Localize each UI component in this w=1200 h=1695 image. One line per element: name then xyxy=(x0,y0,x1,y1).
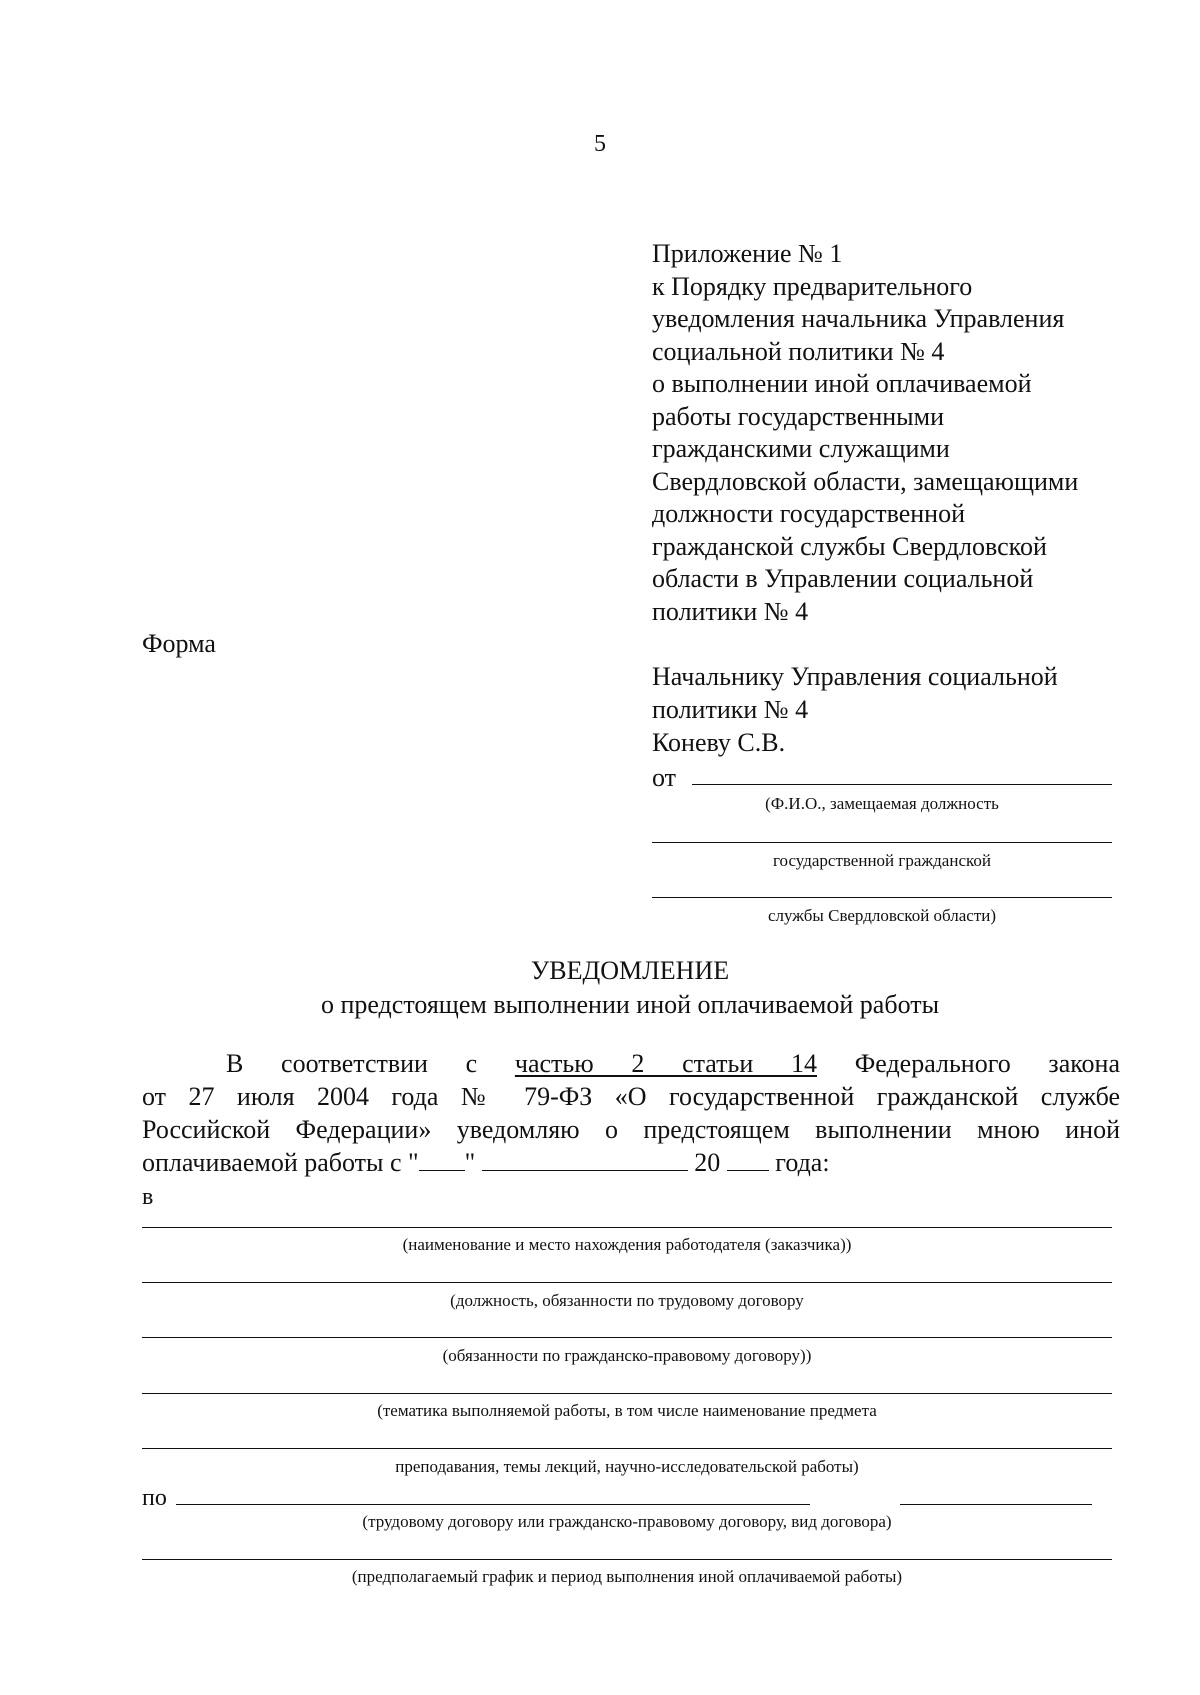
addressee-line: политики № 4 xyxy=(652,695,809,724)
body-line-4 xyxy=(142,1147,1120,1179)
appendix-line: Свердловской области, замещающими xyxy=(652,466,1079,496)
contract-hint: (трудовому договору или гражданско-правовому договору, вид договора) xyxy=(362,1512,892,1531)
appendix-line: гражданскими служащими xyxy=(652,434,950,463)
position-field[interactable] xyxy=(142,1282,1112,1283)
date-suffix: года: xyxy=(775,1148,830,1177)
day-field[interactable] xyxy=(419,1150,465,1171)
teaching-hint: преподавания, темы лекций, научно-исследовательской работы) xyxy=(395,1457,859,1476)
appendix-line: гражданской службы Свердловской xyxy=(652,531,1047,561)
appendix-line: политики № 4 xyxy=(652,596,809,626)
topic-field[interactable] xyxy=(142,1393,1112,1394)
addressee-line: Коневу С.В. xyxy=(652,728,786,757)
from-position-field[interactable] xyxy=(652,842,1112,843)
appendix-line: социальной политики № 4 xyxy=(652,336,945,366)
from-prefix: от xyxy=(652,763,677,792)
employer-field[interactable] xyxy=(142,1227,1112,1228)
from-service-field[interactable] xyxy=(652,897,1112,898)
civil-contract-hint: (обязанности по гражданско-правовому договору)) xyxy=(442,1346,812,1365)
schedule-field[interactable] xyxy=(142,1559,1112,1560)
from-name-field[interactable] xyxy=(692,784,1112,785)
contract-prefix: по xyxy=(142,1485,167,1511)
year-prefix: 20 xyxy=(694,1148,721,1177)
date-prefix: оплачиваемой работы с " xyxy=(142,1148,419,1177)
document-subtitle: о предстоящем выполнении иной оплачиваемой работы xyxy=(320,990,940,1019)
topic-hint: (тематика выполняемой работы, в том числе наименование предмета xyxy=(377,1401,877,1420)
addressee-block xyxy=(652,660,1058,759)
addressee-line: Начальнику Управления социальной xyxy=(652,662,1058,691)
appendix-line: области в Управлении социальной xyxy=(652,564,1034,593)
appendix-line: работы государственными xyxy=(652,401,944,431)
month-field[interactable] xyxy=(482,1150,688,1171)
body-line-1-end: Федерального закона xyxy=(854,1049,1121,1078)
schedule-hint: (предполагаемый график и период выполнения иной оплачиваемой работы) xyxy=(351,1567,903,1586)
page-number: 5 xyxy=(594,131,606,157)
body-line-5: в xyxy=(142,1184,154,1210)
appendix-line: о выполнении иной оплачиваемой xyxy=(652,369,1032,398)
body-line-1 xyxy=(142,1048,1120,1080)
appendix-line: Приложение № 1 xyxy=(652,239,843,268)
law-article-link[interactable]: частью 2 статьи 14 xyxy=(514,1049,817,1078)
from-hint-name: (Ф.И.О., замещаемая должность xyxy=(765,794,999,813)
appendix-line: должности государственной xyxy=(652,499,966,528)
appendix-line: уведомления начальника Управления xyxy=(652,304,1065,333)
appendix-block xyxy=(652,238,1078,628)
year-field[interactable] xyxy=(727,1150,769,1171)
form-label: Форма xyxy=(142,629,216,658)
contract-type-field[interactable] xyxy=(900,1504,1092,1505)
employer-hint: (наименование и место нахождения работодателя (заказчика)) xyxy=(402,1235,852,1254)
teaching-field[interactable] xyxy=(142,1448,1112,1449)
body-line-3: Российской Федерации» уведомляю о предстоящем выполнении мною иной xyxy=(142,1115,1120,1144)
body-line-2: от 27 июля 2004 года № 79-ФЗ «О государственной гражданской службе xyxy=(142,1082,1120,1111)
appendix-line: к Порядку предварительного xyxy=(652,271,973,301)
position-hint: (должность, обязанности по трудовому договору xyxy=(450,1291,804,1310)
contract-field[interactable] xyxy=(176,1504,810,1505)
from-hint-region: службы Свердловской области) xyxy=(767,906,997,925)
document-title: УВЕДОМЛЕНИЕ xyxy=(530,956,730,985)
civil-contract-field[interactable] xyxy=(142,1337,1112,1338)
date-quote: " xyxy=(464,1148,476,1177)
body-line-1-start: В соответствии с xyxy=(226,1049,478,1078)
from-hint-service: государственной гражданской xyxy=(772,851,991,870)
